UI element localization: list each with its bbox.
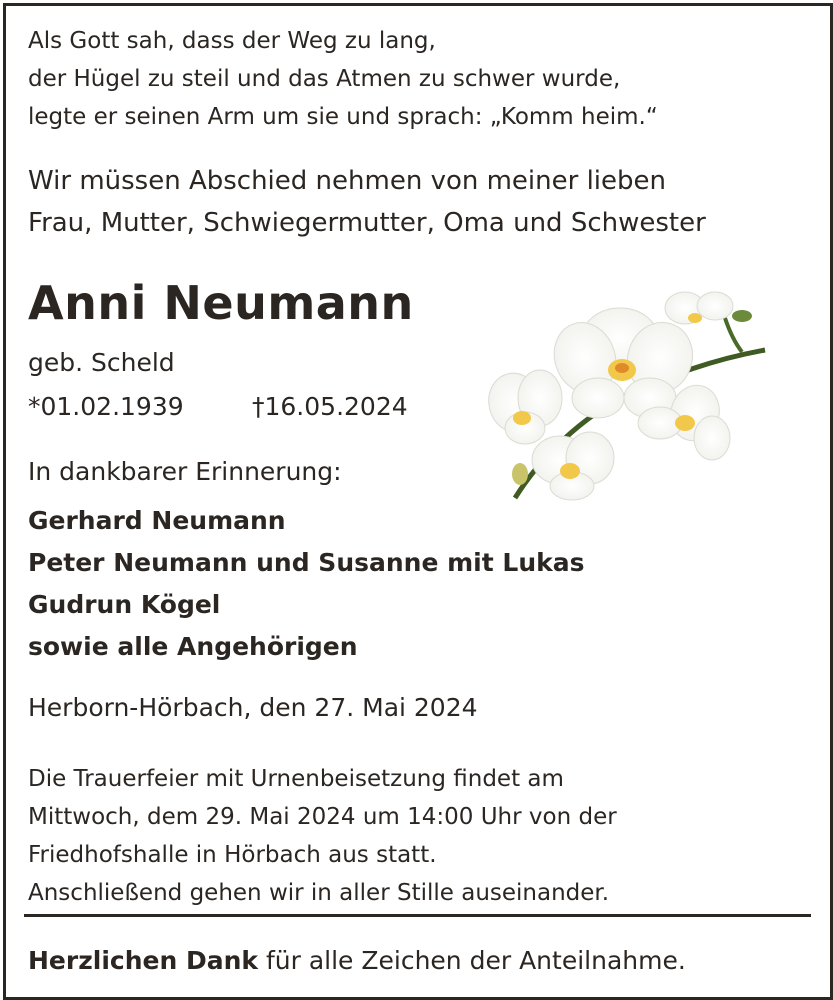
mourner-line: sowie alle Angehörigen xyxy=(28,632,358,661)
divider xyxy=(24,914,811,917)
mourner-line: Peter Neumann und Susanne mit Lukas xyxy=(28,548,585,577)
funeral-line: Anschließend gehen wir in aller Stille auseinander. xyxy=(28,880,610,906)
intro-line: Frau, Mutter, Schwiegermutter, Oma und Schwester xyxy=(28,208,706,238)
funeral-line: Friedhofshalle in Hörbach aus statt. xyxy=(28,842,437,868)
memory-label: In dankbarer Erinnerung: xyxy=(28,457,342,486)
deceased-name: Anni Neumann xyxy=(28,276,414,330)
place-date: Herborn-Hörbach, den 27. Mai 2024 xyxy=(28,693,478,722)
poem-line: Als Gott sah, dass der Weg zu lang, xyxy=(28,28,436,54)
funeral-line: Die Trauerfeier mit Urnenbeisetzung findet am xyxy=(28,766,564,792)
orchid-icon xyxy=(480,288,780,508)
mourner-line: Gudrun Kögel xyxy=(28,590,221,619)
mourner-line: Gerhard Neumann xyxy=(28,506,286,535)
birth-date: *01.02.1939 xyxy=(28,392,184,421)
intro-text xyxy=(28,160,706,244)
thanks-line xyxy=(28,946,686,975)
death-date: †16.05.2024 xyxy=(252,392,408,421)
funeral-info xyxy=(28,760,617,912)
intro-line: Wir müssen Abschied nehmen von meiner lieben xyxy=(28,166,667,196)
thanks-bold: Herzlichen Dank xyxy=(28,946,259,975)
poem-line: der Hügel zu steil und das Atmen zu schwer wurde, xyxy=(28,66,621,92)
funeral-line: Mittwoch, dem 29. Mai 2024 um 14:00 Uhr von der xyxy=(28,804,617,830)
poem xyxy=(28,22,658,136)
maiden-name: geb. Scheld xyxy=(28,348,175,377)
mourners-list xyxy=(28,500,585,668)
thanks-rest: für alle Zeichen der Anteilnahme. xyxy=(258,946,686,975)
poem-line: legte er seinen Arm um sie und sprach: „Komm heim.“ xyxy=(28,104,658,130)
